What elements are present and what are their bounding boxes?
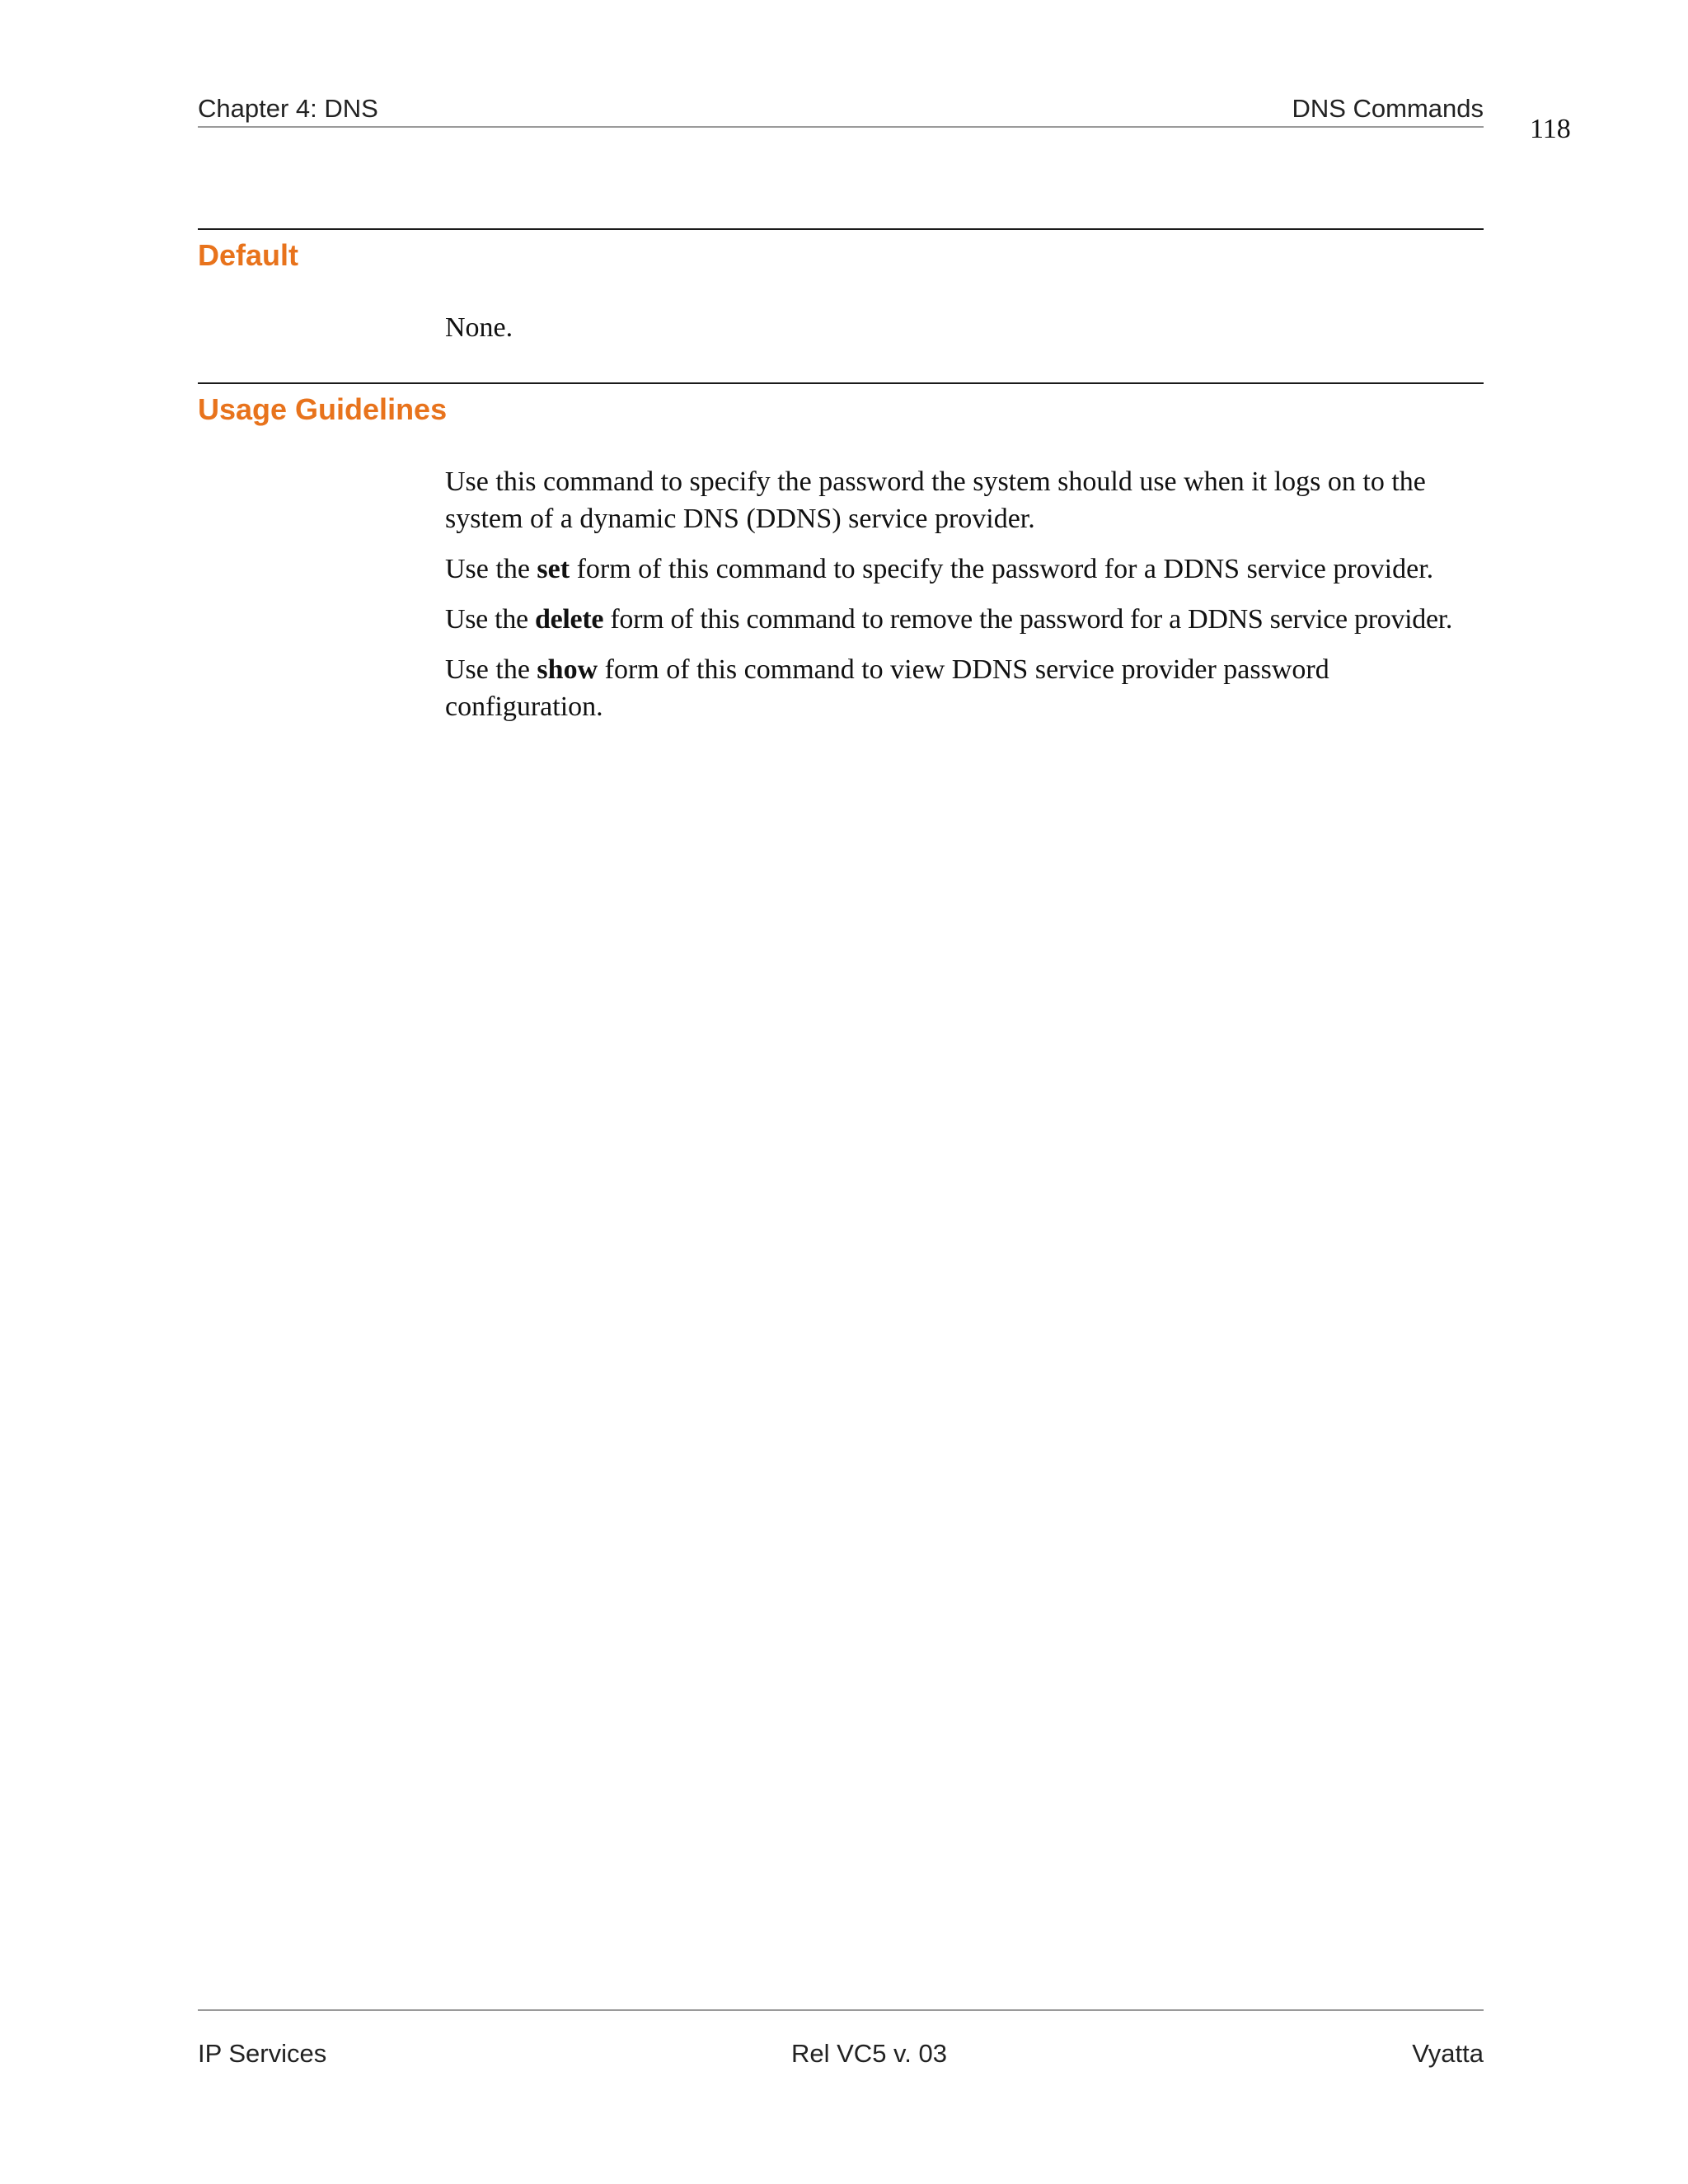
usage-paragraph-delete — [445, 601, 1488, 638]
usage-set-post: form of this command to specify the password for a DDNS service provider. — [570, 554, 1434, 584]
default-body — [445, 309, 1488, 359]
usage-heading: Usage Guidelines — [198, 392, 448, 426]
usage-body — [445, 463, 1488, 738]
usage-show-post: form of this command to view DDNS service provider password configuration. — [445, 654, 1329, 722]
usage-show-pre: Use the — [445, 654, 537, 685]
usage-set-pre: Use the — [445, 554, 537, 584]
usage-paragraph-intro: Use this command to specify the password the system should use when it logs on to the system of a dynamic DNS (DDNS) service provider. — [445, 466, 1426, 534]
footer-document-title: IP Services — [198, 2039, 327, 2068]
default-heading: Default — [198, 238, 299, 272]
default-section-rule — [198, 228, 1484, 230]
usage-section-rule — [198, 382, 1484, 384]
usage-paragraph-show — [445, 651, 1376, 725]
usage-delete-pre: Use the — [445, 604, 536, 635]
keyword-set: set — [537, 554, 570, 584]
footer-release: Rel VC5 v. 03 — [791, 2039, 947, 2068]
page-number: 118 — [1530, 114, 1571, 144]
header-rule — [198, 126, 1484, 128]
header-chapter: Chapter 4: DNS — [198, 94, 378, 123]
keyword-show: show — [537, 654, 598, 685]
default-text: None. — [445, 312, 513, 343]
keyword-delete: delete — [535, 604, 604, 635]
header-section: DNS Commands — [1292, 94, 1484, 123]
usage-delete-post: form of this command to remove the password for a DDNS service provider. — [603, 604, 1453, 635]
usage-paragraph-set — [445, 551, 1488, 588]
footer-rule — [198, 2009, 1484, 2011]
footer-company: Vyatta — [1412, 2039, 1484, 2068]
